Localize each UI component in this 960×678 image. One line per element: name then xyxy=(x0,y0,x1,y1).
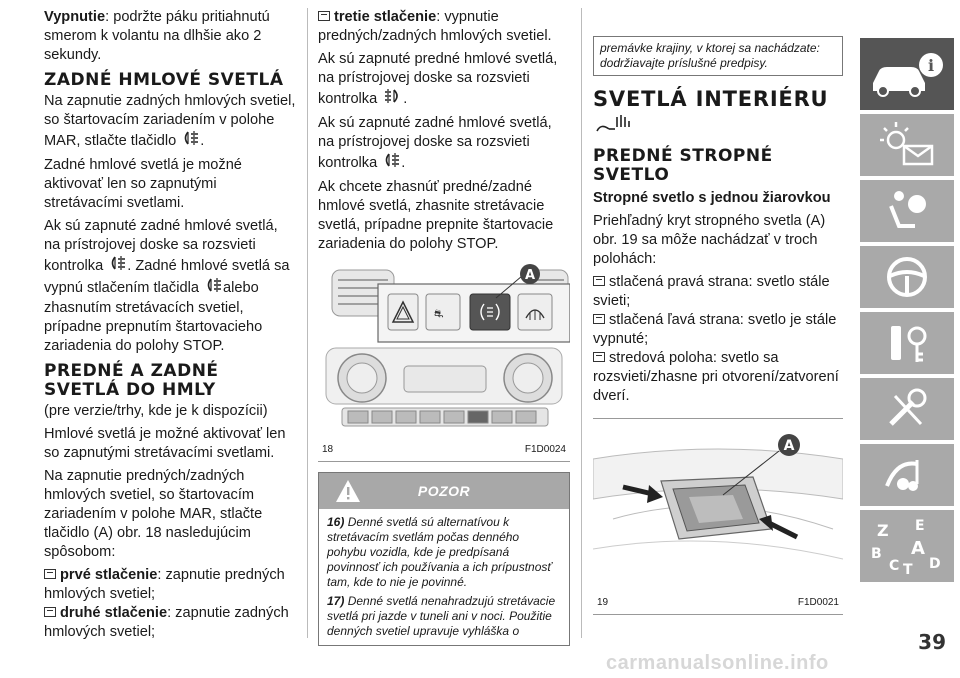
warning-lights-icon xyxy=(872,120,942,170)
paragraph: Na zapnutie predných/zadných hmlových svetiel, so štartovacím zariadením v polohe MAR, stlačte tlačidlo (A) obr. 18 nasledujúcim spôsobom: xyxy=(44,468,263,560)
list-item xyxy=(593,273,843,311)
paragraph-text: . Zadné hmlové svetlá sa vypnú stlačením tlačidla xyxy=(44,257,290,296)
warning-title: POZOR xyxy=(417,482,471,499)
paragraph: Ak chcete zhasnúť predné/zadné hmlové svetlá, zhasnite stretávacie svetlá, prípadne prepnite štartovacie zariadenia do polohy STOP. xyxy=(318,179,554,252)
section-heading-interior: SVETLÁ INTERIÉRU xyxy=(593,87,829,111)
rear-fog-button-icon xyxy=(203,277,223,299)
index-letter: C xyxy=(889,558,900,574)
list-item xyxy=(44,604,296,642)
bullet-icon xyxy=(593,276,605,286)
figure-19 xyxy=(593,418,843,615)
index-letter: A xyxy=(911,538,925,559)
paragraph: Zadné hmlové svetlá je možné aktivovať len so zapnutými stretávacími svetlami. xyxy=(44,157,242,211)
paragraph-text: . xyxy=(200,132,205,149)
bullet-icon xyxy=(318,11,330,21)
paragraph-text: Ak sú zapnuté zadné hmlové svetlá, na prístrojovej doske sa rozsvieti kontrolka xyxy=(44,218,278,274)
tab-maintenance[interactable] xyxy=(860,378,954,440)
svg-text:i: i xyxy=(927,56,935,75)
warning-text: Denné svetlá sú alternatívou k stretávacím svetlám počas denného pohybu vozidla, kde je predpísaná povinnosť ich používania a ich prípustnosť tam, kde to nie je povinné. xyxy=(327,515,552,589)
bold-term: tretie stlačenie xyxy=(334,9,437,25)
warning-header xyxy=(319,473,569,509)
figure-caption xyxy=(593,591,843,614)
paragraph-text: Ak sú zapnuté zadné hmlové svetlá, na prístrojovej doske sa rozsvieti kontrolka xyxy=(318,115,552,171)
section-heading-front-ceiling: PREDNÉ STROPNÉ SVETLO xyxy=(593,146,773,185)
bullet-icon xyxy=(593,352,605,362)
section-heading-front-rear-fog: PREDNÉ A ZADNÉ SVETLÁ DO HMLY xyxy=(44,361,219,400)
paragraph xyxy=(44,8,296,65)
figure-code: F1D0021 xyxy=(797,597,839,608)
paragraph-text: . xyxy=(403,90,408,107)
paragraph: Hmlové svetlá je možné aktivovať len so zapnutými stretávacími svetlami. xyxy=(44,426,286,461)
svg-text:⛐: ⛐ xyxy=(434,307,444,320)
figure-number: 18 xyxy=(322,444,334,455)
paragraph xyxy=(318,50,570,110)
list-item-text: stlačená ľavá strana: svetlo je stále vypnuté; xyxy=(593,312,837,347)
paragraph-text: Ak sú zapnuté predné hmlové svetlá, na prístrojovej doske sa rozsvieti kontrolka xyxy=(318,51,558,107)
callout-a-label: A xyxy=(783,438,795,454)
index-letter: T xyxy=(903,562,913,578)
paragraph-text: Na zapnutie zadných hmlových svetiel, so štartovacím zariadením v polohe MAR, stlačte tlačidlo xyxy=(44,93,296,149)
bullet-icon xyxy=(44,569,56,579)
figure-18 xyxy=(318,262,570,462)
column-divider xyxy=(307,8,308,638)
fuel-key-icon xyxy=(877,318,937,368)
interior-light-icon xyxy=(595,113,843,141)
paragraph: (pre verzie/trhy, kde je k dispozícii) xyxy=(44,403,268,419)
dashboard-controls-illustration xyxy=(318,262,570,432)
list-item xyxy=(593,311,843,349)
ceiling-light-illustration xyxy=(593,419,843,585)
chapter-sidebar xyxy=(860,38,954,636)
note-box: premávke krajiny, v ktorej sa nachádzate: dodržiavajte príslušné predpisy. xyxy=(593,36,843,76)
tab-warning-lights[interactable] xyxy=(860,114,954,176)
paragraph xyxy=(44,217,296,356)
warning-number: 17) xyxy=(327,594,345,608)
airbag-seat-icon xyxy=(877,186,937,236)
car-info-icon xyxy=(867,49,947,99)
steering-wheel-icon xyxy=(882,252,932,302)
index-letter: B xyxy=(871,546,882,562)
paragraph xyxy=(44,92,296,152)
list-item xyxy=(318,8,570,46)
section-heading-rear-fog: ZADNÉ HMLOVÉ SVETLÁ xyxy=(44,70,284,90)
index-letter: E xyxy=(915,518,925,534)
tab-safety[interactable] xyxy=(860,180,954,242)
paragraph-text: alebo zhasnutím stretávacích svetiel, prípadne prepnutím štartovacieho zariadenia do polohy STOP. xyxy=(44,279,263,354)
rear-fog-light-icon xyxy=(180,130,200,152)
callout-a-label: A xyxy=(524,268,536,283)
tab-car-info[interactable] xyxy=(860,38,954,110)
subheading: Stropné svetlo s jednou žiarovkou xyxy=(593,190,831,206)
bold-term: prvé stlačenie xyxy=(60,567,158,583)
list-item-text: stredová poloha: svetlo sa rozsvieti/zhasne pri otvorení/zatvorení dverí. xyxy=(593,350,839,404)
index-letter: D xyxy=(929,556,941,572)
column-1 xyxy=(44,8,296,642)
rear-fog-warning-light-icon xyxy=(381,152,401,174)
warning-text: Denné svetlá nenahradzujú stretávacie svetlá pri jazde v tuneli ani v noci. Použitie denných svetiel upravuje vyhláška o xyxy=(327,594,556,638)
column-divider xyxy=(581,8,582,638)
index-letters-icon xyxy=(867,514,947,578)
paragraph-text: : podržte páku pritiahnutú smerom k volantu na dlhšie ako 2 sekundy. xyxy=(44,9,270,63)
tab-multimedia[interactable] xyxy=(860,444,954,506)
list-item-text: : zapnutie zadných hmlových svetiel; xyxy=(44,605,289,640)
list-item-text: stlačená pravá strana: svetlo stále svieti; xyxy=(593,274,830,309)
page-number: 39 xyxy=(918,630,946,654)
warning-triangle-icon xyxy=(335,479,361,509)
bold-term: druhé stlačenie xyxy=(60,605,168,621)
figure-code: F1D0024 xyxy=(524,444,566,455)
bullet-icon xyxy=(44,607,56,617)
list-item xyxy=(593,349,843,406)
column-3 xyxy=(593,0,843,615)
column-2 xyxy=(318,8,570,646)
tools-repair-icon xyxy=(877,384,937,434)
index-letter: Z xyxy=(877,521,889,540)
tab-emergency[interactable] xyxy=(860,312,954,374)
list-item xyxy=(44,566,296,604)
warning-body xyxy=(319,509,569,645)
front-fog-warning-light-icon xyxy=(381,88,403,110)
list-item-text: : vypnutie predných/zadných hmlových svetiel. xyxy=(318,9,552,44)
paragraph: Priehľadný kryt stropného svetla (A) obr. 19 sa môže nachádzať v troch polohách: xyxy=(593,213,826,267)
tab-driving[interactable] xyxy=(860,246,954,308)
service-wrench-icon xyxy=(877,450,937,500)
warning-item xyxy=(327,515,561,590)
paragraph xyxy=(318,114,570,174)
bold-term: Vypnutie xyxy=(44,9,106,25)
watermark: carmanualsonline.info xyxy=(606,652,829,674)
rear-fog-warning-light-icon xyxy=(107,255,127,277)
warning-item xyxy=(327,594,561,639)
figure-caption xyxy=(318,438,570,461)
figure-number: 19 xyxy=(597,597,609,608)
tab-index[interactable] xyxy=(860,510,954,582)
warning-number: 16) xyxy=(327,515,345,529)
paragraph-text: . xyxy=(401,154,406,171)
bullet-icon xyxy=(593,314,605,324)
warning-box xyxy=(318,472,570,646)
list-item-text: : zapnutie predných hmlových svetiel; xyxy=(44,567,285,602)
